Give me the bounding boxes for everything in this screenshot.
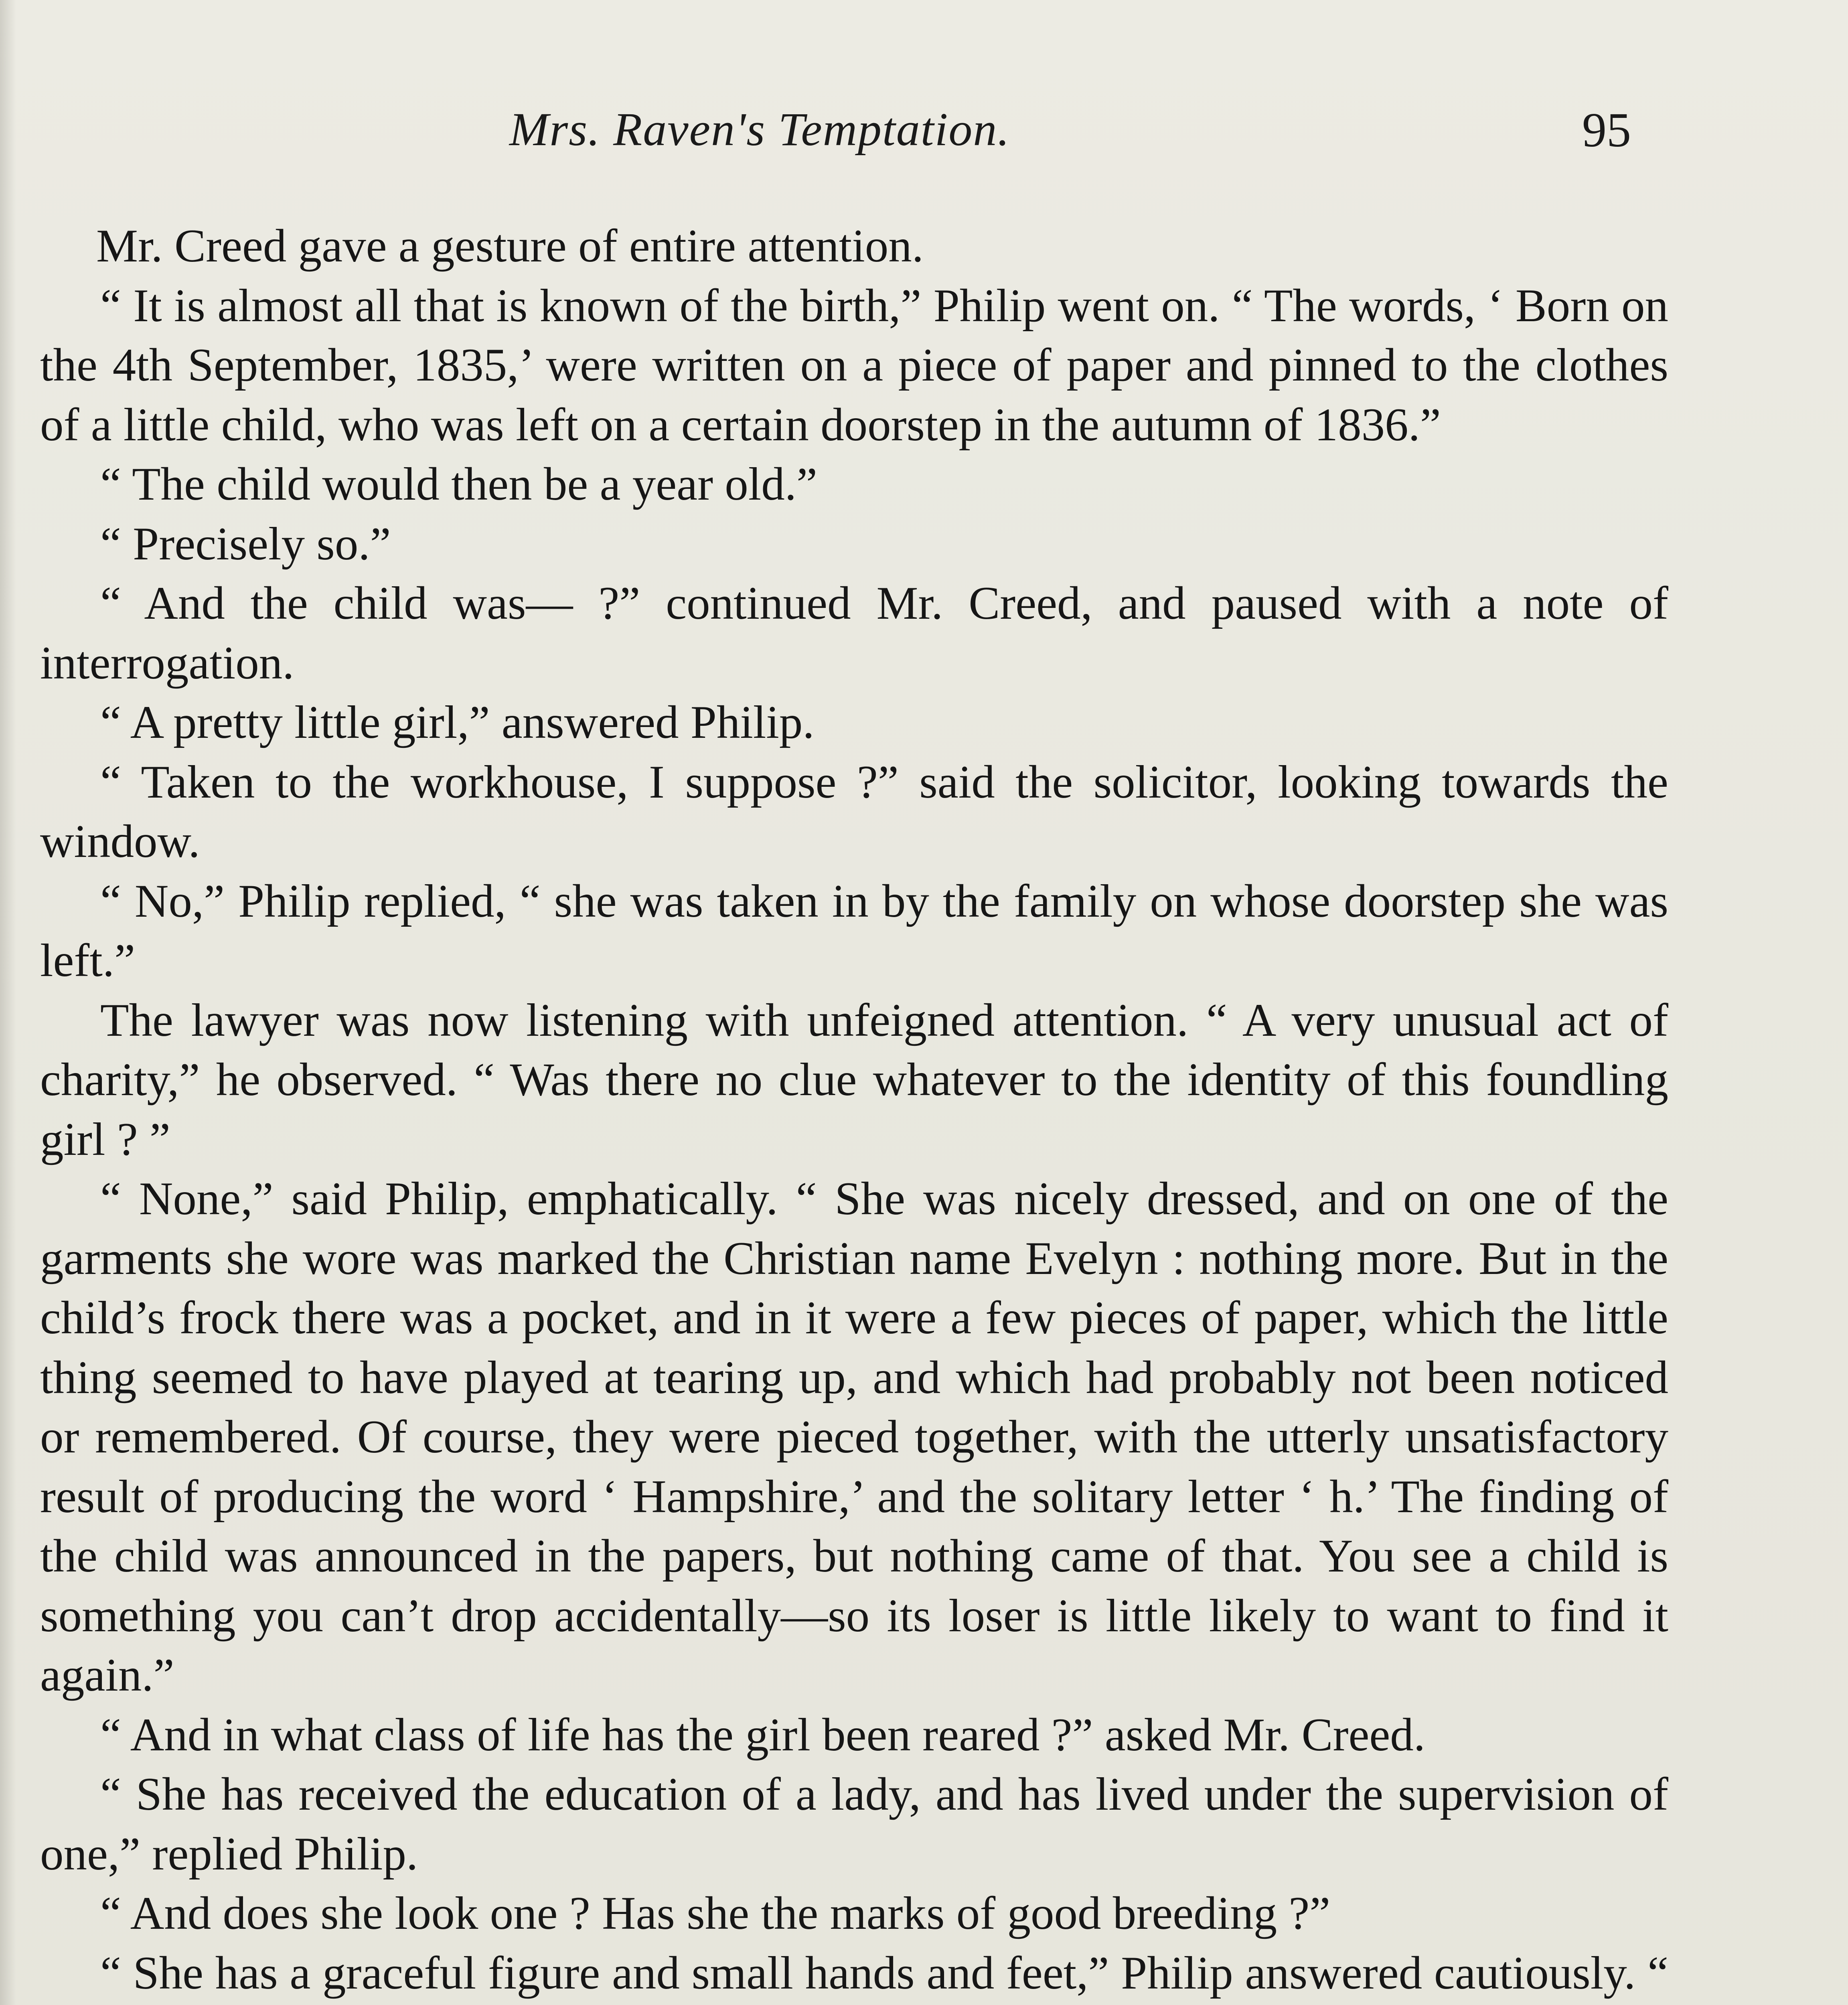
paragraph: “ The child would then be a year old.” bbox=[100, 458, 817, 510]
paragraph: “ None,” said Philip, emphatically. “ She was nicely dressed, and on one of the garments she wore was marked the Christian name Evelyn : nothing more. But in the child’s frock there was a pocket, and in it were a few pieces of paper, which the little thing seemed to have played at tearing up, and which had probably not been noticed or remembered. Of course, they were pieced together, with the utterly unsatisfactory result of producing the word ‘ Hampshire,’ and the solitary letter ‘ h.’ The finding of the child was announced in the papers, but nothing came of that. You see a child is something you can’t drop accidentally—so its loser is little likely to want to find it again.” bbox=[40, 1173, 1668, 1701]
paragraph: “ It is almost all that is known of the birth,” Philip went on. “ The words, ‘ Born on the 4th September, 1835,’ were written on a piece of paper and pinned to the clothes of a little child, who was left on a certain doorstep in the autumn of 1836.” bbox=[40, 279, 1668, 451]
page-number: 95 bbox=[1582, 103, 1631, 157]
paragraph: “ No,” Philip replied, “ she was taken in by the family on whose doorstep she was left.” bbox=[40, 875, 1668, 986]
running-title: Mrs. Raven's Temptation. bbox=[509, 103, 1010, 156]
paragraph: Mr. Creed gave a gesture of entire attention. bbox=[96, 220, 924, 272]
page-shadow bbox=[0, 0, 16, 2005]
paragraph: “ She has a graceful figure and small hands and feet,” Philip answered cautiously. “ bbox=[100, 1947, 1668, 1999]
paragraph: “ And in what class of life has the girl been reared ?” asked Mr. Creed. bbox=[100, 1709, 1426, 1761]
paragraph: “ Taken to the workhouse, I suppose ?” said the solicitor, looking towards the window. bbox=[40, 756, 1668, 867]
body-text bbox=[40, 217, 1668, 2005]
paragraph: “ Precisely so.” bbox=[100, 518, 391, 570]
paragraph: “ She has received the education of a lady, and has lived under the supervision of one,” replied Philip. bbox=[40, 1768, 1668, 1880]
page-header bbox=[0, 102, 1848, 162]
paragraph: “ And the child was— ?” continued Mr. Creed, and paused with a note of interrogation. bbox=[40, 577, 1668, 689]
paragraph: “ A pretty little girl,” answered Philip. bbox=[100, 697, 815, 748]
paragraph: “ And does she look one ? Has she the marks of good breeding ?” bbox=[100, 1888, 1331, 1939]
paragraph: The lawyer was now listening with unfeigned attention. “ A very unusual act of charity,” he observed. “ Was there no clue whatever to the identity of this foundling girl ? ” bbox=[40, 994, 1668, 1165]
